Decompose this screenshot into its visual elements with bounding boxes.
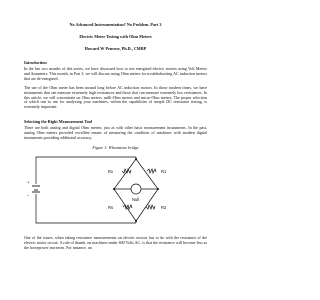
article-author: Howard W Penrose, Ph.D., CMRP: [84, 46, 147, 51]
section-heading-introduction: Introduction: [24, 60, 47, 65]
figure-caption: Figure 1: Wheatstone bridge: [92, 144, 139, 150]
label-plus: +: [27, 179, 30, 185]
node-top: [135, 158, 137, 160]
label-rs: Rs: [108, 204, 114, 210]
label-minus: −: [27, 192, 30, 198]
resistor-rx-symbol: [122, 169, 131, 173]
resistor-r2-symbol: [146, 205, 155, 209]
article-subtitle: Electric Meter Testing with Ohm Meters: [79, 34, 152, 39]
wheatstone-bridge-figure: [24, 145, 207, 231]
label-rx: Rx: [108, 168, 114, 174]
label-r1: R1: [161, 168, 167, 174]
bridge-arm-upper-left: [114, 159, 136, 189]
paragraph-1: In the last two months of this series, we have discussed how to test energized electric motors using Volt Meters and Ammeters. This month, in Part 3, we will discuss using Ohm meters for troubleshooting AC induction motors that are de-energized.: [24, 66, 207, 81]
node-bottom: [135, 220, 137, 222]
node-left: [113, 188, 115, 190]
label-null: Null: [132, 196, 140, 202]
paragraph-3: There are both analog and digital Ohm meters, just as with other basic measurement instruments. In the past, analog Ohm meters provided excellent means of measuring the condition of machines with modern digital instruments providing additional accuracy.: [24, 125, 207, 141]
label-r2: R2: [161, 204, 167, 210]
resistor-r1-symbol: [147, 169, 156, 173]
section-heading-measurement-tool: Selecting the Right Measurement Tool: [24, 119, 93, 125]
node-right: [157, 188, 159, 190]
null-detector: [131, 184, 141, 194]
paragraph-4: One of the issues, when taking resistance measurements on electric motors has to do with the resistance of the electric motor circuit. A rule of thumb, on machines under 600 Volts AC, is that the resistance will become less as the horsepower increases. For instance, an: [24, 234, 207, 250]
circuit-wire-left: [36, 157, 136, 223]
bridge-arm-upper-right: [136, 159, 158, 189]
article-title: No Advanced Instrumentation? No Problem. Part 3: [69, 22, 162, 27]
wheatstone-bridge-diagram: [24, 151, 207, 231]
paragraph-2: The use of the Ohm meter has been around long before AC induction motors. In those modern times, we have instruments that can measure extremely high resistances and those that can measure extremely low resistances. In this article, we will concentrate on Ohm meters, milli-Ohm meters and micro-Ohm meters. The proper selection of which one to use for analyzing your machines, within the capabilities of simple DC resistance testing, is extremely important.: [24, 84, 207, 110]
bridge-arm-lower-right: [136, 189, 158, 221]
